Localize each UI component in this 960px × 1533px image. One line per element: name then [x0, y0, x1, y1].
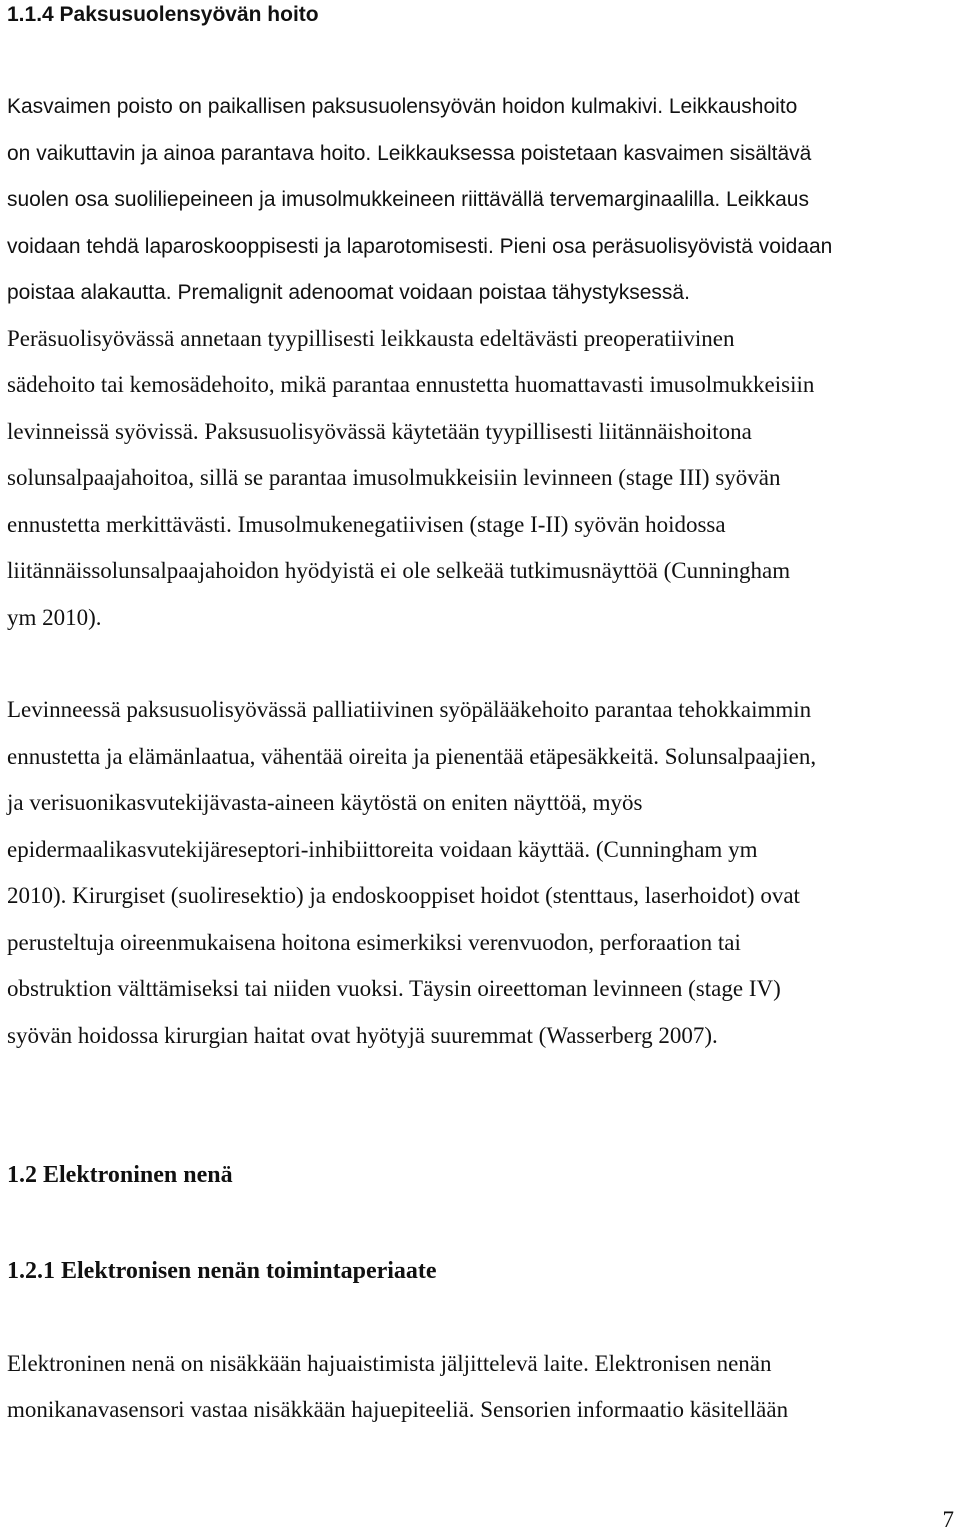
paragraph-line: Peräsuolisyövässä annetaan tyypillisesti leikkausta edeltävästi preoperatiivinen [7, 326, 735, 351]
paragraph-line: epidermaalikasvutekijäreseptori-inhibiittoreita voidaan käyttää. (Cunningham ym [7, 837, 758, 862]
paragraph-line: Levinneessä paksusuolisyövässä palliatiivinen syöpälääkehoito parantaa tehokkaimmin [7, 697, 812, 722]
paragraph-line: ennustetta ja elämänlaatua, vähentää oireita ja pienentää etäpesäkkeitä. Solunsalpaajien, [7, 744, 817, 769]
paragraph-line: syövän hoidossa kirurgian haitat ovat hyötyjä suuremmat (Wasserberg 2007). [7, 1023, 718, 1048]
paragraph-line: ennustetta merkittävästi. Imusolmukenegatiivisen (stage I-II) syövän hoidossa [7, 512, 726, 537]
section-heading-1-2: 1.2 Elektroninen nenä [7, 1162, 233, 1188]
paragraph-line: perusteltuja oireenmukaisena hoitona esimerkiksi verenvuodon, perforaation tai [7, 930, 741, 955]
section-heading-1-2-1: 1.2.1 Elektronisen nenän toimintaperiaate [7, 1258, 437, 1284]
paragraph-line: Kasvaimen poisto on paikallisen paksusuolensyövän hoidon kulmakivi. Leikkaushoito [7, 95, 798, 118]
paragraph-line: ja verisuonikasvutekijävasta-aineen käytöstä on eniten näyttöä, myös [7, 790, 643, 815]
section-heading-1-1-4: 1.1.4 Paksusuolensyövän hoito [7, 3, 319, 26]
paragraph-line: on vaikuttavin ja ainoa parantava hoito. Leikkauksessa poistetaan kasvaimen sisältävä [7, 142, 812, 165]
paragraph-line: 2010). Kirurgiset (suoliresektio) ja endoskooppiset hoidot (stenttaus, laserhoidot) ovat [7, 883, 800, 908]
paragraph-line: solunsalpaajahoitoa, sillä se parantaa imusolmukkeisiin levinneen (stage III) syövän [7, 465, 781, 490]
paragraph-line: Elektroninen nenä on nisäkkään hajuaistimista jäljittelevä laite. Elektronisen nenän [7, 1351, 772, 1376]
page-number: 7 [942, 1507, 954, 1532]
paragraph-line: liitännäissolunsalpaajahoidon hyödyistä ei ole selkeää tutkimusnäyttöä (Cunningham [7, 558, 791, 583]
paragraph-line: ym 2010). [7, 605, 102, 630]
paragraph-line: levinneissä syövissä. Paksusuolisyövässä käytetään tyypillisesti liitännäishoitona [7, 419, 752, 444]
paragraph-line: poistaa alakautta. Premalignit adenoomat voidaan poistaa tähystyksessä. [7, 281, 690, 304]
paragraph-line: suolen osa suoliliepeineen ja imusolmukkeineen riittävällä tervemarginaalilla. Leikkaus [7, 188, 809, 211]
paragraph-line: sädehoito tai kemosädehoito, mikä parantaa ennustetta huomattavasti imusolmukkeisiin [7, 372, 815, 397]
paragraph-line: voidaan tehdä laparoskooppisesti ja laparotomisesti. Pieni osa peräsuolisyövistä voidaan [7, 235, 833, 258]
paragraph-line: monikanavasensori vastaa nisäkkään hajuepiteeliä. Sensorien informaatio käsitellään [7, 1397, 789, 1422]
paragraph-line: obstruktion välttämiseksi tai niiden vuoksi. Täysin oireettoman levinneen (stage IV) [7, 976, 781, 1001]
